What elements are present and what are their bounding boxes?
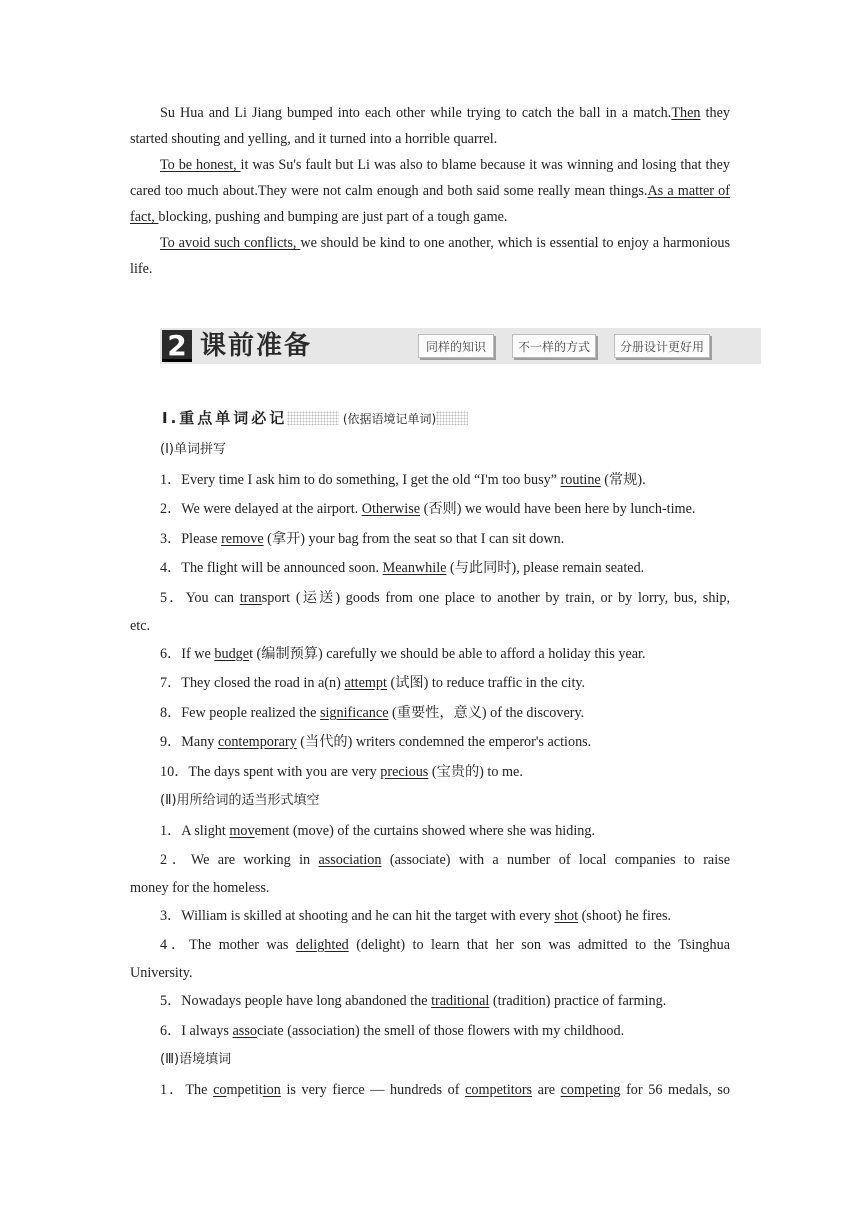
list-item: 1．A slight movement (move) of the curtains showed where she was hiding. — [160, 823, 596, 839]
answer: asso — [232, 1023, 257, 1039]
passage-text: Su Hua and Li Jiang bumped into each other while trying to catch the ball in a match. — [160, 105, 672, 121]
answer: shot — [554, 908, 579, 924]
list-item-continuation: University. — [130, 965, 193, 981]
answer: budge — [214, 646, 250, 662]
answer: competing — [560, 1082, 621, 1098]
list-item: 5．Nowadays people have long abandoned the traditional (tradition) practice of farming. — [160, 993, 667, 1009]
underlined-phrase: To avoid such conflicts, — [160, 235, 301, 251]
list-item: 10．The days spent with you are very precious (宝贵的) to me. — [160, 764, 523, 780]
section-title: Ⅰ.重点单词必记 — [162, 409, 288, 427]
underlined-phrase: As a matter of fact, — [130, 183, 730, 225]
list-item: 8．Few people realized the significance (重要性，意义) of the discovery. — [160, 705, 585, 721]
passage-text: blocking, pushing and bumping are just part of a tough game. — [158, 209, 508, 225]
list-item: 3．William is skilled at shooting and he can hit the target with every shot (shoot) he fires. — [160, 908, 672, 924]
answer: attempt — [344, 675, 387, 691]
list-item: 7．They closed the road in a(n) attempt (试图) to reduce traffic in the city. — [160, 675, 586, 691]
list-item-continuation: etc. — [130, 618, 151, 634]
dot-pattern — [436, 411, 468, 425]
section-header — [162, 407, 468, 430]
list-item: 4．The mother was delighted (delight) to learn that her son was admitted to the Tsinghua — [160, 937, 731, 953]
answer: remove — [221, 531, 264, 547]
part2-heading: (Ⅱ)用所给词的适当形式填空 — [160, 793, 320, 808]
part1-heading: (Ⅰ)单词拼写 — [160, 442, 226, 457]
underlined-phrase: To be honest, — [160, 157, 241, 173]
section-banner — [160, 328, 761, 364]
answer: association — [318, 852, 382, 868]
dot-pattern — [287, 411, 339, 425]
banner-tag-3: 分册设计更好用 — [614, 334, 710, 358]
part3-heading: (Ⅲ)语境填词 — [160, 1052, 232, 1067]
list-item: 3．Please remove (拿开) your bag from the seat so that I can sit down. — [160, 531, 565, 547]
section-subtitle: (依据语境记单词) — [342, 412, 437, 426]
answer: Meanwhile — [382, 560, 447, 576]
passage-paragraph-1 — [130, 100, 730, 152]
passage-text: we should be kind to one another, which is essential to enjoy a harmonious life. — [130, 235, 730, 277]
answer: tran — [239, 590, 262, 606]
answer: competitors — [465, 1082, 533, 1098]
passage-text: it was Su's fault but Li was also to blame because it was winning and losing that they cared too much about.They were not calm enough and both said some really mean things. — [130, 157, 730, 199]
list-item-continuation: money for the homeless. — [130, 880, 270, 896]
answer: mov — [229, 823, 255, 839]
list-item: 2．We are working in association (associate) with a number of local companies to raise — [160, 852, 730, 868]
underlined-phrase: Then — [671, 105, 701, 121]
list-item: 4．The flight will be announced soon. Meanwhile (与此同时), please remain seated. — [160, 560, 645, 576]
answer: traditional — [431, 993, 490, 1009]
answer: co — [213, 1082, 227, 1098]
answer: Otherwise — [361, 501, 421, 517]
banner-tag-2: 不一样的方式 — [512, 334, 596, 358]
list-item: 6．I always associate (association) the smell of those flowers with my childhood. — [160, 1023, 625, 1039]
list-item: 9．Many contemporary (当代的) writers condemned the emperor's actions. — [160, 734, 592, 750]
answer: precious — [380, 764, 429, 780]
passage-text: they started shouting and yelling, and it turned into a horrible quarrel. — [130, 105, 730, 147]
list-item: 1．Every time I ask him to do something, I get the old “I'm too busy” routine (常规). — [160, 472, 646, 488]
list-item: 1．The competition is very fierce — hundreds of competitors are competing for 56 medals, so — [160, 1082, 730, 1098]
answer: contemporary — [217, 734, 297, 750]
banner-title: 课前准备 — [200, 331, 313, 361]
section-number-badge: 2 — [162, 330, 192, 362]
list-item: 6．If we budget (编制预算) carefully we should be able to afford a holiday this year. — [160, 646, 646, 662]
list-item: 2．We were delayed at the airport. Otherwise (否则) we would have been here by lunch-time. — [160, 501, 696, 517]
banner-tag-1: 同样的知识 — [418, 334, 494, 358]
list-item: 5．You can transport (运送) goods from one place to another by train, or by lorry, bus, ship, — [160, 590, 731, 606]
answer: significance — [319, 705, 389, 721]
answer: routine — [560, 472, 601, 488]
passage-paragraph-3 — [130, 230, 730, 282]
answer: ion — [262, 1082, 281, 1098]
passage-paragraph-2 — [130, 152, 730, 230]
answer: delighted — [295, 937, 349, 953]
